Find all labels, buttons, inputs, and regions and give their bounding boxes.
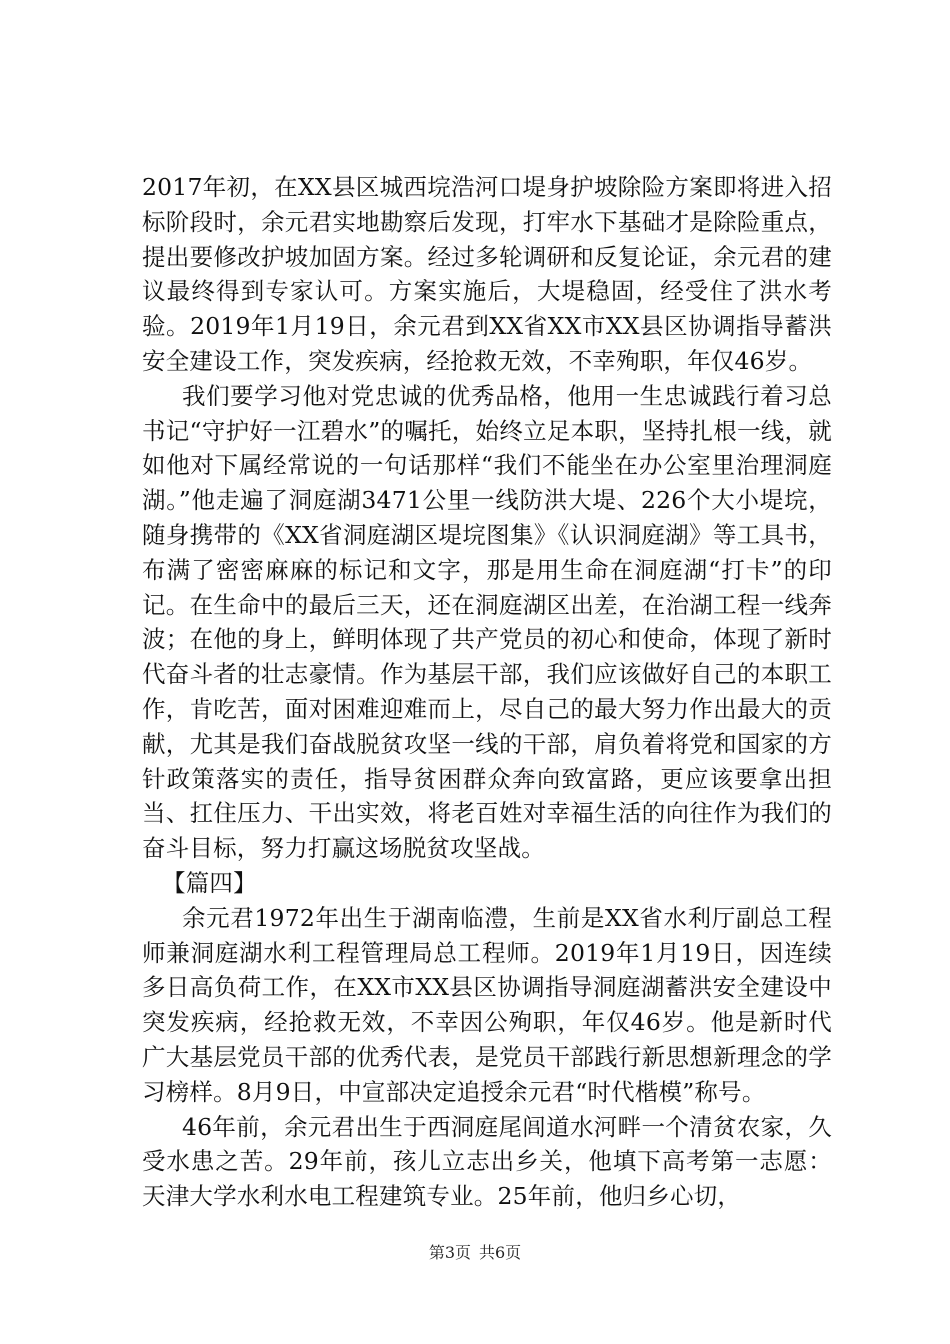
page-footer: [0, 1240, 950, 1263]
paragraph-3: 余元君1972年出生于湖南临澧，生前是XX省水利厅副总工程师兼洞庭湖水利工程管理局总工程师。2019年1月19日，因连续多日高负荷工作，在XX市XX县区协调指导洞庭湖蓄洪安全建设中突发疾病，经抢救无效，不幸因公殉职，年仅46岁。他是新时代广大基层党员干部的优秀代表，是党员干部践行新思想新理念的学习榜样。8月9日，中宣部决定追授余元君“时代楷模”称号。: [142, 903, 832, 1106]
section-heading: 【篇四】: [162, 868, 257, 897]
paragraph-2: 我们要学习他对党忠诚的优秀品格，他用一生忠诚践行着习总书记“守护好一江碧水”的嘱托，始终立足本职，坚持扎根一线，就如他对下属经常说的一句话那样“我们不能坐在办公室里治理洞庭湖。”他走遍了洞庭湖3471公里一线防洪大堤、226个大小堤垸，随身携带的《XX省洞庭湖区堤垸图集》《认识洞庭湖》等工具书，布满了密密麻麻的标记和文字，那是用生命在洞庭湖“打卡”的印记。在生命中的最后三天，还在洞庭湖区出差，在治湖工程一线奔波；在他的身上，鲜明体现了共产党员的初心和使命，体现了新时代奋斗者的壮志豪情。作为基层干部，我们应该做好自己的本职工作，肯吃苦，面对困难迎难而上，尽自己的最大努力作出最大的贡献，尤其是我们奋战脱贫攻坚一线的干部，肩负着将党和国家的方针政策落实的责任，指导贫困群众奔向致富路，更应该要拿出担当、扛住压力、干出实效，将老百姓对幸福生活的向往作为我们的奋斗目标，努力打赢这场脱贫攻坚战。: [142, 381, 832, 863]
paragraph-4: 46年前，余元君出生于西洞庭尾闾道水河畔一个清贫农家，久受水患之苦。29年前，孩儿立志出乡关，他填下高考第一志愿：天津大学水利水电工程建筑专业。25年前，他归乡心切，: [142, 1112, 832, 1211]
document-body: [142, 170, 832, 1214]
page-number: 第3页: [428, 1243, 471, 1262]
page-total: 共6页: [479, 1243, 522, 1262]
paragraph-1: 2017年初，在XX县区城西垸浩河口堤身护坡除险方案即将进入招标阶段时，余元君实地勘察后发现，打牢水下基础才是除险重点，提出要修改护坡加固方案。经过多轮调研和反复论证，余元君的建议最终得到专家认可。方案实施后，大堤稳固，经受住了洪水考验。2019年1月19日，余元君到XX省XX市XX县区协调指导蓄洪安全建设工作，突发疾病，经抢救无效，不幸殉职，年仅46岁。: [142, 173, 832, 375]
